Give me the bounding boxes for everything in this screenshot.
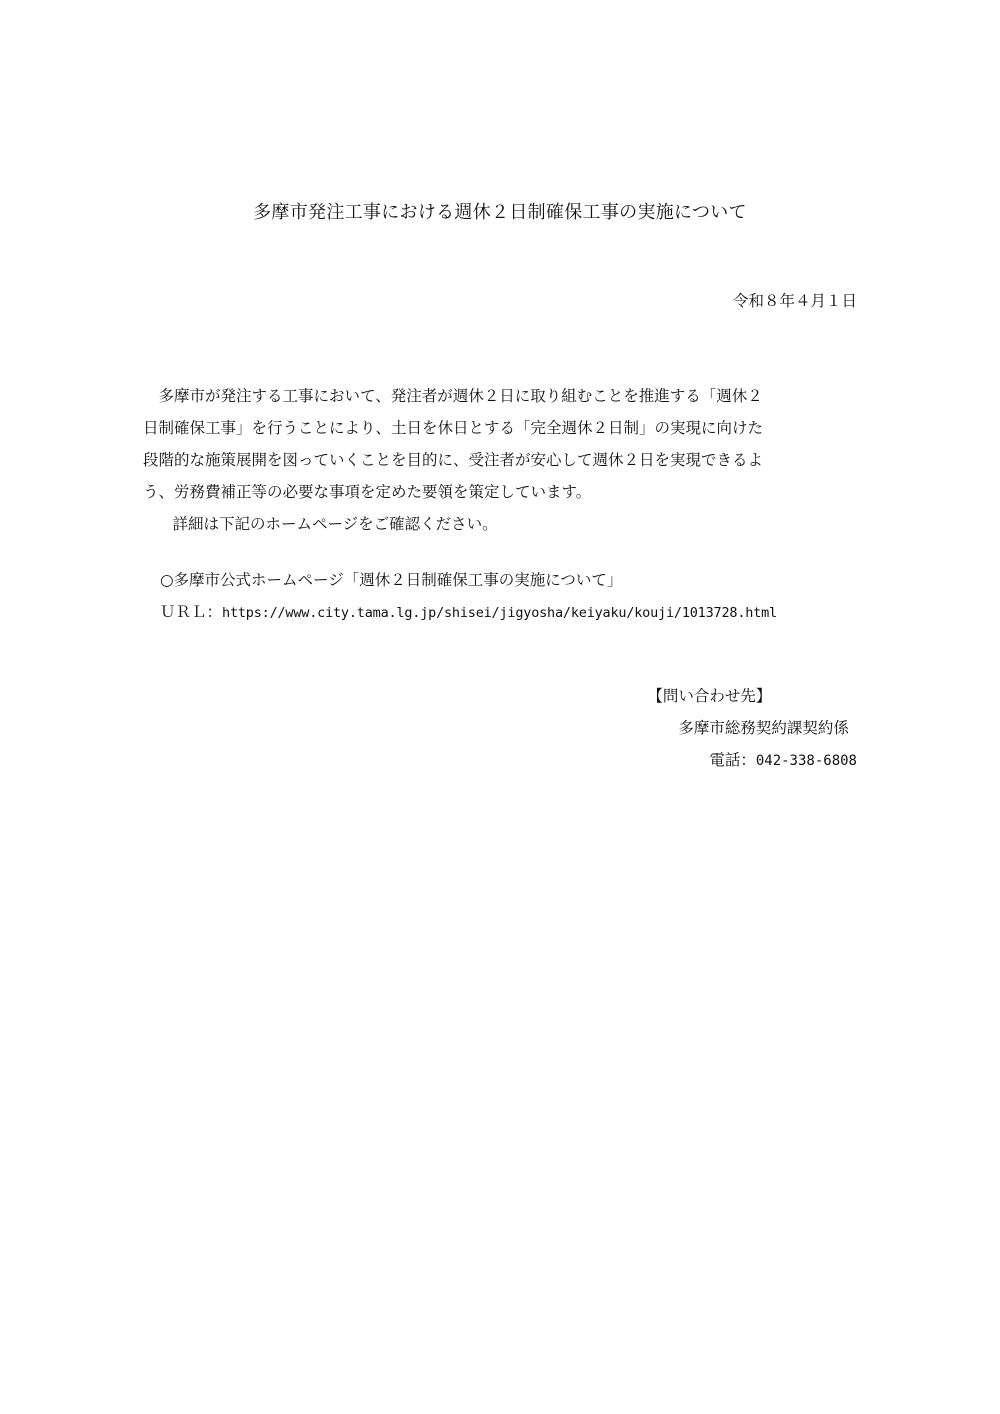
phone-number: 042-338-6808	[755, 753, 857, 769]
url-label: ＵＲＬ：	[160, 603, 223, 621]
contact-heading: 【問い合わせ先】	[647, 687, 772, 705]
body-paragraph	[143, 380, 863, 540]
body-line: 詳細は下記のホームページをご確認ください。	[172, 515, 498, 533]
body-line: 段階的な施策展開を図っていくことを目的に、受注者が安心して週休２日を実現できるよ	[143, 451, 764, 469]
body-line: 多摩市が発注する工事において、発注者が週休２日に取り組むことを推進する「週休２	[158, 387, 763, 405]
homepage-label: ○多摩市公式ホームページ「週休２日制確保工事の実施について」	[160, 571, 623, 589]
document-date: 令和８年４月１日	[732, 292, 857, 310]
contact-block	[647, 680, 857, 777]
homepage-url-link[interactable]: https://www.city.tama.lg.jp/shisei/jigyosha/keiyaku/kouji/1013728.html	[222, 605, 777, 621]
body-line: う、労務費補正等の必要な事項を定めた要領を策定しています。	[143, 483, 592, 501]
document-title: 多摩市発注工事における週休２日制確保工事の実施について	[253, 202, 747, 223]
contact-department: 多摩市総務契約課契約係	[678, 719, 849, 737]
homepage-reference	[160, 564, 880, 629]
contact-phone	[657, 744, 857, 777]
body-line: 日制確保工事」を行うことにより、土日を休日とする「完全週休２日制」の実現に向けた	[143, 419, 764, 437]
url-row	[160, 596, 880, 629]
phone-label: 電話：	[709, 751, 756, 769]
